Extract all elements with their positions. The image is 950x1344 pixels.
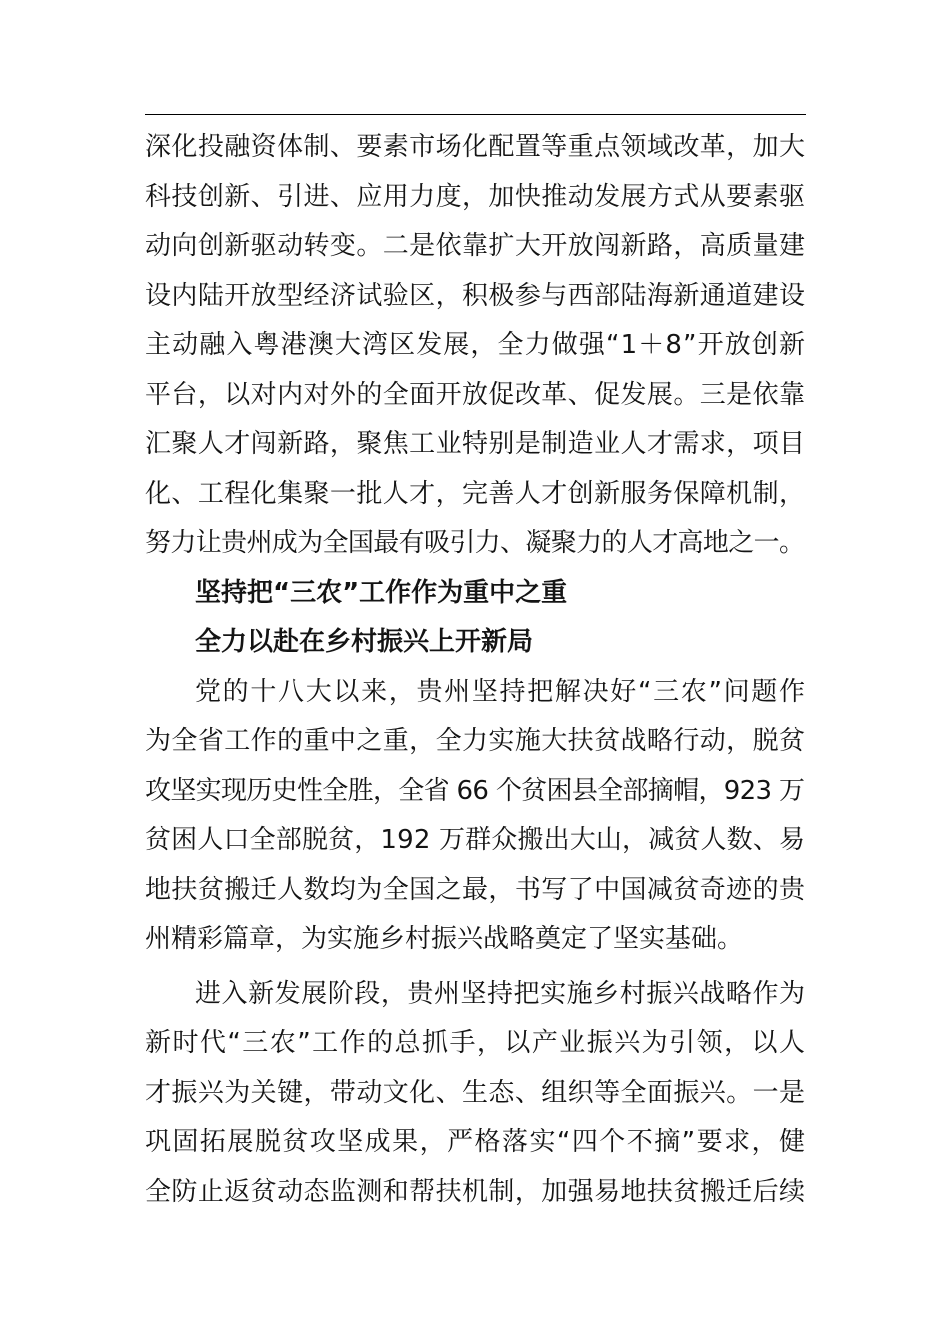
paragraph xyxy=(145,668,805,965)
text-line: 化、工程化集聚一批人才，完善人才创新服务保障机制， xyxy=(145,478,806,509)
text-line: 动向创新驱动转变。二是依靠扩大开放闯新路，高质量建 xyxy=(145,231,806,261)
text-line: 科技创新、引进、应用力度，加快推动发展方式从要素驱 xyxy=(145,181,806,212)
text-line: 州精彩篇章，为实施乡村振兴战略奠定了坚实基础。 xyxy=(145,924,744,954)
text-line: 进入新发展阶段，贵州坚持把实施乡村振兴战略作为 xyxy=(195,978,806,1009)
section-heading-line: 全力以赴在乡村振兴上开新局 xyxy=(195,627,534,657)
text-line: 全防止返贫动态监测和帮扶机制，加强易地扶贫搬迁后续 xyxy=(145,1176,806,1207)
section-heading xyxy=(145,569,805,668)
text-line: 努力让贵州成为全国最有吸引力、凝聚力的人才高地之一。 xyxy=(145,528,805,558)
text-line: 为全省工作的重中之重，全力实施大扶贫战略行动，脱贫 xyxy=(145,726,806,756)
text-line: 地扶贫搬迁人数均为全国之最，书写了中国减贫奇迹的贵 xyxy=(145,874,806,905)
paragraph xyxy=(145,970,805,1218)
text-line: 平台，以对内对外的全面开放促改革、促发展。三是依靠 xyxy=(145,379,806,410)
text-line: 主动融入粤港澳大湾区发展，全力做强“1＋8”开放创新 xyxy=(145,330,807,360)
header-rule xyxy=(145,114,806,115)
text-line: 新时代“三农”工作的总抓手，以产业振兴为引领，以人 xyxy=(145,1028,807,1058)
document-body xyxy=(145,123,805,1217)
section-heading-line: 坚持把“三农”工作作为重中之重 xyxy=(195,577,568,608)
text-line: 汇聚人才闯新路，聚焦工业特别是制造业人才需求，项目 xyxy=(145,429,806,459)
text-line: 贫困人口全部脱贫，192 万群众搬出大山，减贫人数、易 xyxy=(145,825,806,855)
text-line: 才振兴为关键，带动文化、生态、组织等全面振兴。一是 xyxy=(145,1077,806,1108)
text-line: 巩固拓展脱贫攻坚成果，严格落实“四个不摘”要求，健 xyxy=(145,1127,807,1157)
text-line: 党的十八大以来，贵州坚持把解决好“三农”问题作 xyxy=(195,676,807,707)
text-line: 设内陆开放型经济试验区，积极参与西部陆海新通道建设 xyxy=(145,280,806,311)
text-line: 深化投融资体制、要素市场化配置等重点领域改革，加大 xyxy=(145,132,806,162)
paragraph xyxy=(145,123,805,569)
text-line: 攻坚实现历史性全胜，全省 66 个贫困县全部摘帽，923 万 xyxy=(145,775,805,806)
